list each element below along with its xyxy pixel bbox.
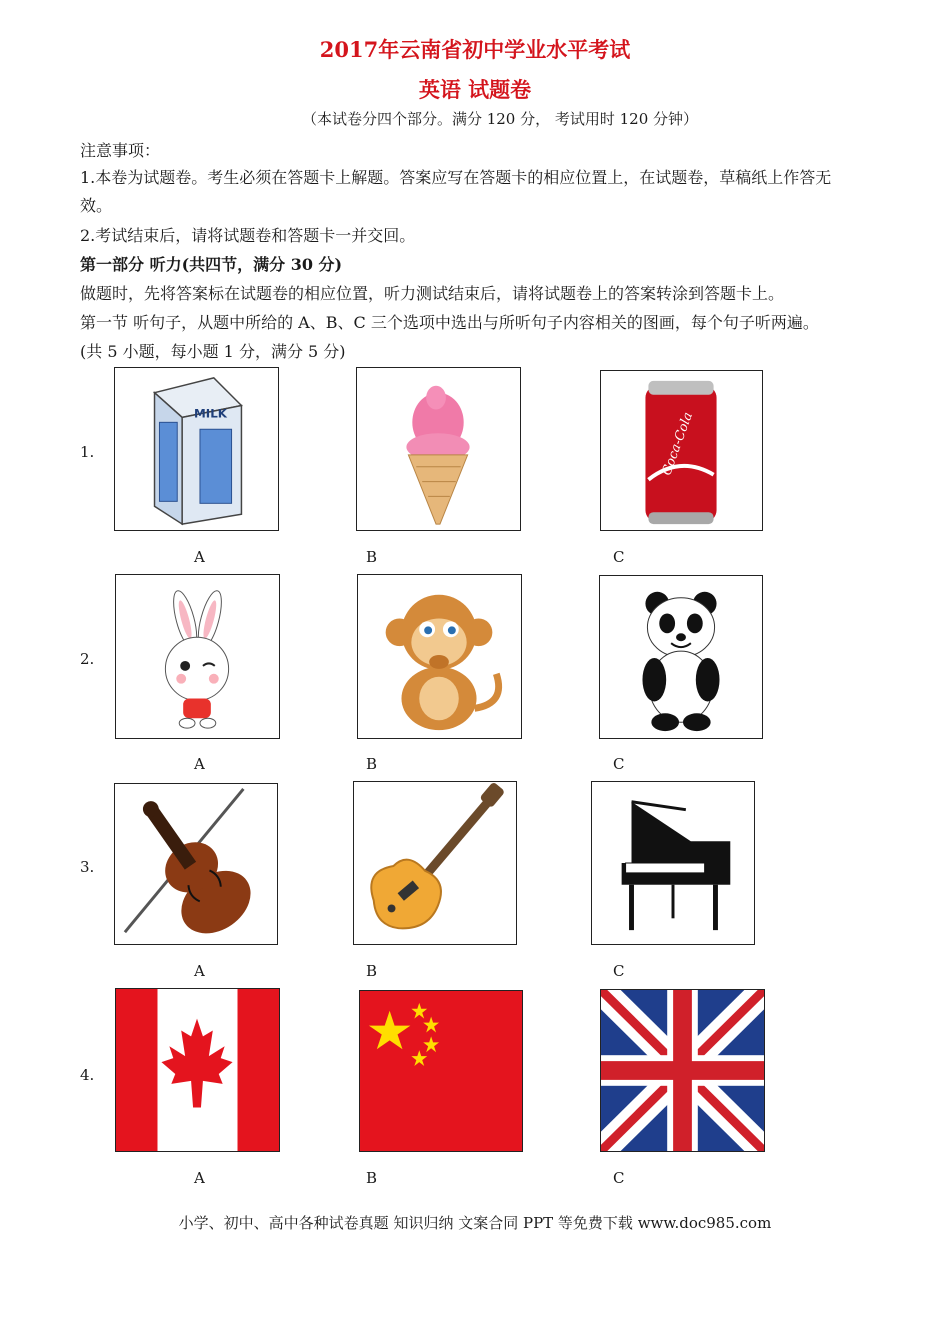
china-flag-image[interactable] bbox=[359, 990, 523, 1152]
ice-cream-image[interactable] bbox=[356, 367, 521, 531]
canada-flag-image[interactable] bbox=[115, 988, 280, 1152]
option-label: C bbox=[613, 1169, 625, 1187]
notice-item-1-cont: 效。 bbox=[80, 196, 113, 215]
uk-flag-image[interactable] bbox=[600, 989, 765, 1152]
panda-image[interactable] bbox=[599, 575, 763, 739]
coke-label: Coca-Cola bbox=[659, 410, 697, 478]
grand-piano-image[interactable] bbox=[591, 781, 755, 945]
option-label: B bbox=[366, 1169, 378, 1187]
monkey-image[interactable] bbox=[357, 574, 522, 739]
option-label: C bbox=[613, 755, 625, 773]
exam-subtitle: 英语 试题卷 bbox=[418, 77, 532, 102]
option-label: B bbox=[366, 755, 378, 773]
section1-instruction: 第一节 听句子，从题中所给的 A、B、C 三个选项中选出与所听句子内容相关的图画，每个句子听两遍。 bbox=[80, 313, 819, 332]
option-label: A bbox=[194, 962, 205, 980]
question-number: 4. bbox=[80, 1066, 95, 1084]
question-number: 2. bbox=[80, 650, 95, 668]
part1-heading: 第一部分 听力(共四节，满分 30 分) bbox=[80, 255, 343, 274]
exam-title: 2017年云南省初中学业水平考试 bbox=[319, 37, 631, 62]
question-number: 3. bbox=[80, 858, 95, 876]
question-number: 1. bbox=[80, 443, 95, 461]
notice-item-2: 2.考试结束后，请将试题卷和答题卡一并交回。 bbox=[80, 226, 416, 245]
coca-cola-can-image[interactable] bbox=[600, 370, 763, 531]
exam-note: （本试卷分四个部分。满分 120 分， 考试用时 120 分钟） bbox=[301, 110, 699, 128]
section1-scoring: (共 5 小题，每小题 1 分，满分 5 分) bbox=[80, 342, 346, 361]
notice-heading: 注意事项： bbox=[80, 141, 161, 160]
option-label: B bbox=[366, 962, 378, 980]
option-label: A bbox=[194, 548, 205, 566]
option-label: B bbox=[366, 548, 378, 566]
option-label: A bbox=[194, 1169, 205, 1187]
rabbit-image[interactable] bbox=[115, 574, 280, 739]
option-label: A bbox=[194, 755, 205, 773]
notice-item-1: 1.本卷为试题卷。考生必须在答题卡上解题。答案应写在答题卡的相应位置上，在试题卷，草稿纸上作答无 bbox=[80, 168, 832, 187]
option-label: C bbox=[613, 962, 625, 980]
milk-label: MILK bbox=[194, 406, 227, 421]
part1-instruction: 做题时，先将答案标在试题卷的相应位置，听力测试结束后，请将试题卷上的答案转涂到答题卡上。 bbox=[80, 284, 785, 303]
electric-guitar-image[interactable] bbox=[353, 781, 517, 945]
option-label: C bbox=[613, 548, 625, 566]
page-footer: 小学、初中、高中各种试卷真题 知识归纳 文案合同 PPT 等免费下载 www.doc985.com bbox=[178, 1214, 772, 1232]
milk-carton-image[interactable] bbox=[114, 367, 279, 531]
violin-image[interactable] bbox=[114, 783, 278, 945]
